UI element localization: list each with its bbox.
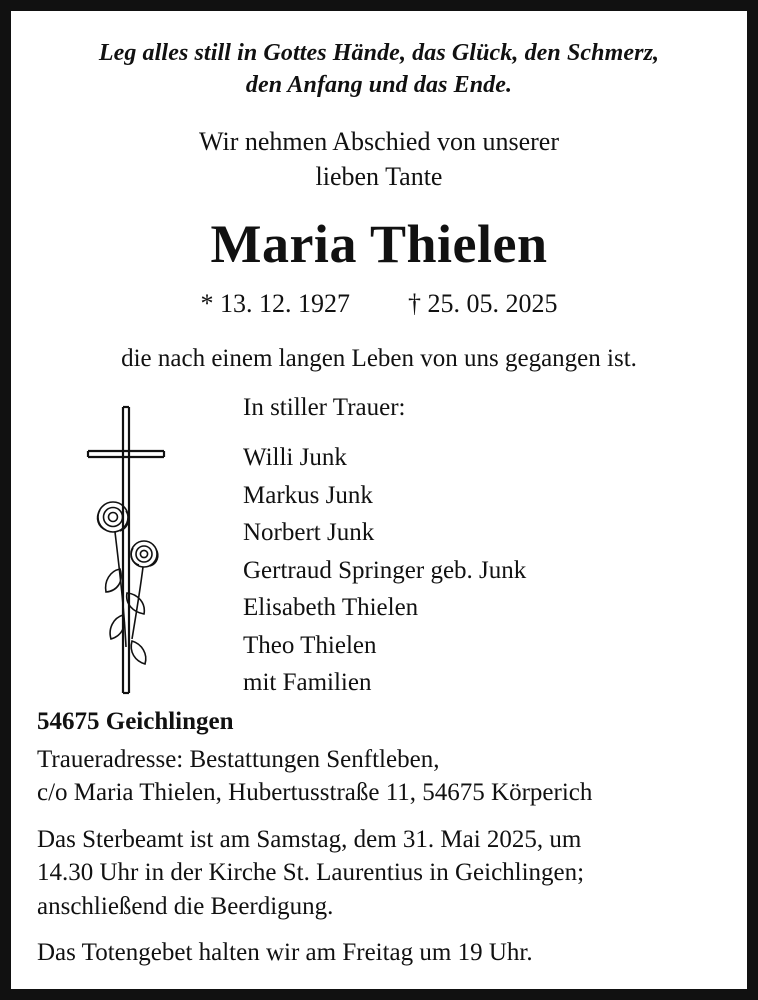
list-item: Elisabeth Thielen <box>243 594 419 622</box>
verse-line-1: Leg alles still in Gottes Hände, das Glück, den Schmerz, <box>98 40 660 66</box>
address-line-2: c/o Maria Thielen, Hubertusstraße 11, 54675 Körperich <box>37 779 593 807</box>
verse-line-2: den Anfang und das Ende. <box>245 72 513 99</box>
mourners-title: In stiller Trauer: <box>243 394 406 422</box>
life-dates <box>37 289 721 319</box>
place-line: 54675 Geichlingen <box>37 707 234 735</box>
address-line-1: Traueradresse: Bestattungen Senftleben, <box>37 745 440 773</box>
emblem-area <box>37 393 237 702</box>
intro-line-2: lieben Tante <box>315 161 443 191</box>
service-line-2: 14.30 Uhr in der Kirche St. Laurentius in Geichlingen; <box>37 859 585 887</box>
list-item: Markus Junk <box>243 481 373 509</box>
list-item: Gertraud Springer geb. Junk <box>243 556 527 584</box>
birth-date: * 13. 12. 1927 <box>200 288 350 318</box>
death-date: † 25. 05. 2025 <box>408 288 558 318</box>
mourners-list <box>237 393 721 702</box>
list-item: Norbert Junk <box>243 519 375 547</box>
middle-section <box>37 393 721 702</box>
list-item: Theo Thielen <box>243 631 377 659</box>
footer-details <box>37 708 721 970</box>
list-item: mit Familien <box>243 669 372 697</box>
prayer-line-1: Das Totengebet halten wir am Freitag um 19 Uhr. <box>37 939 533 967</box>
verse <box>37 37 721 101</box>
subtitle-text: die nach einem langen Leben von uns gegangen ist. <box>121 344 637 372</box>
intro-line-1: Wir nehmen Abschied von unserer <box>199 127 559 157</box>
service-block <box>37 823 721 924</box>
service-line-1: Das Sterbeamt ist am Samstag, dem 31. Mai 2025, um <box>37 825 582 853</box>
list-item: Willi Junk <box>243 444 347 472</box>
intro <box>37 125 721 194</box>
service-line-3: anschließend die Beerdigung. <box>37 892 334 920</box>
prayer-block <box>37 936 721 970</box>
deceased-name: Maria Thielen <box>210 213 548 274</box>
cross-with-roses-icon <box>82 401 192 702</box>
